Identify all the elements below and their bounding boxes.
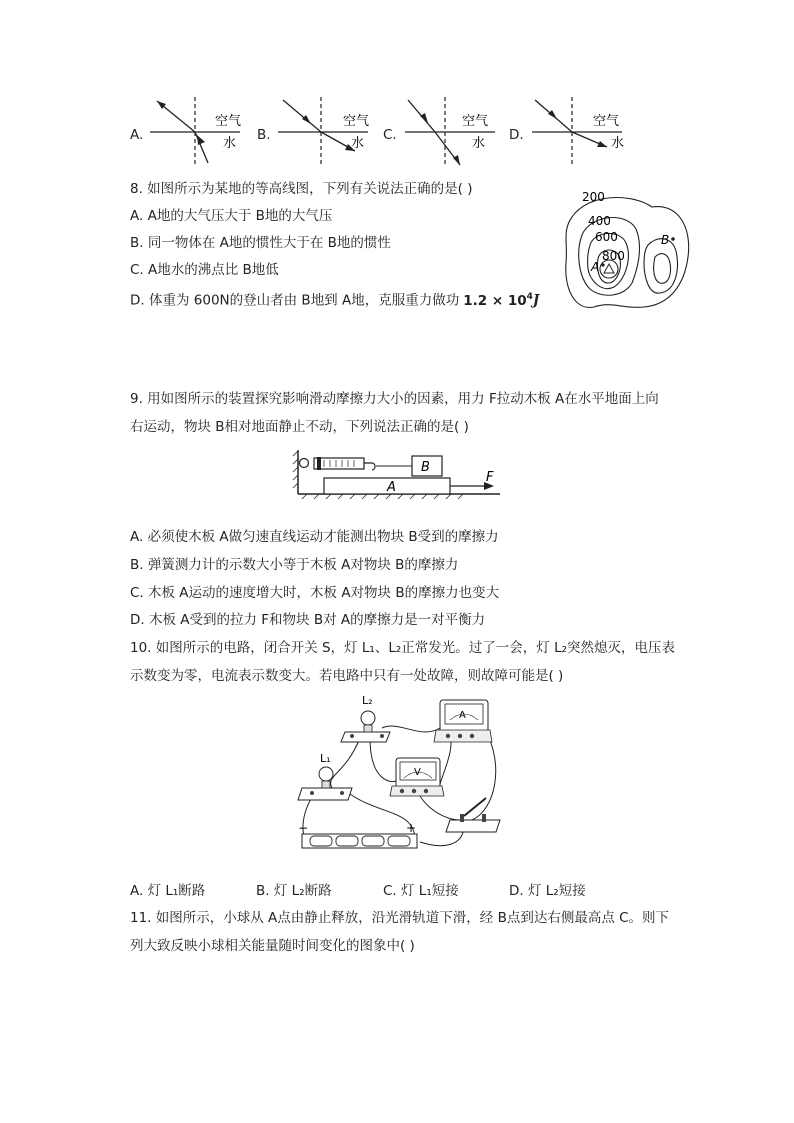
friction-apparatus-figure bbox=[290, 448, 505, 503]
q10-option-b: B. 灯 L₂断路 bbox=[256, 883, 332, 899]
svg-text:空气: 空气 bbox=[215, 114, 242, 129]
svg-text:−: − bbox=[298, 821, 309, 835]
q9-option-d: D. 木板 A受到的拉力 F和物块 B对 A的摩擦力是一对平衡力 bbox=[130, 612, 486, 628]
q7-option-c-letter: C. bbox=[383, 127, 397, 143]
contour-label-800: 800 bbox=[602, 249, 625, 263]
q9-option-b: B. 弹簧测力计的示数大小等于木板 A对物块 B的摩擦力 bbox=[130, 557, 459, 573]
svg-text:水: 水 bbox=[611, 136, 625, 151]
q10-option-d: D. 灯 L₂短接 bbox=[509, 883, 586, 899]
q7-option-a-letter: A. bbox=[130, 127, 144, 143]
q7-option-d-letter: D. bbox=[509, 127, 524, 143]
svg-text:L₂: L₂ bbox=[362, 694, 373, 707]
svg-text:水: 水 bbox=[472, 136, 486, 151]
q7-option-b-diagram bbox=[273, 95, 383, 170]
svg-text:F: F bbox=[486, 470, 494, 485]
svg-text:空气: 空气 bbox=[462, 114, 489, 129]
svg-text:水: 水 bbox=[351, 136, 365, 151]
q11-stem-line1: 11. 如图所示，小球从 A点由静止释放，沿光滑轨道下滑，经 B点到达右侧最高点 C。则下 bbox=[130, 910, 670, 926]
svg-text:V: V bbox=[414, 767, 421, 778]
point-a-label: A bbox=[591, 260, 600, 274]
q10-stem-line2: 示数变为零，电流表示数变大。若电路中只有一处故障，则故障可能是( ) bbox=[130, 668, 564, 684]
contour-label-200: 200 bbox=[582, 190, 605, 204]
q10-option-c: C. 灯 L₁短接 bbox=[383, 883, 459, 899]
q7-option-d-diagram bbox=[527, 95, 637, 170]
q9-option-c: C. 木板 A运动的速度增大时，木板 A对物块 B的摩擦力也变大 bbox=[130, 585, 500, 601]
q7-option-b-letter: B. bbox=[257, 127, 271, 143]
q7-option-c-diagram bbox=[400, 95, 510, 170]
svg-text:A: A bbox=[387, 480, 396, 495]
q8-option-b: B. 同一物体在 A地的惯性大于在 B地的惯性 bbox=[130, 235, 391, 251]
contour-map-figure bbox=[560, 185, 695, 320]
svg-text:L₁: L₁ bbox=[320, 752, 331, 765]
circuit-figure bbox=[290, 690, 510, 860]
q11-stem-line2: 列大致反映小球相关能量随时间变化的图象中( ) bbox=[130, 938, 415, 954]
q7-option-a-diagram bbox=[145, 95, 255, 170]
svg-text:A: A bbox=[459, 710, 466, 721]
q8-option-c: C. A地水的沸点比 B地低 bbox=[130, 262, 279, 278]
svg-text:水: 水 bbox=[223, 136, 237, 151]
svg-text:B: B bbox=[421, 460, 430, 475]
q8-stem: 8. 如图所示为某地的等高线图，下列有关说法正确的是( ) bbox=[130, 181, 473, 197]
svg-text:空气: 空气 bbox=[593, 114, 620, 129]
contour-label-600: 600 bbox=[595, 230, 618, 244]
q10-option-a: A. 灯 L₁断路 bbox=[130, 883, 206, 899]
contour-label-400: 400 bbox=[588, 214, 611, 228]
q8-option-a: A. A地的大气压大于 B地的大气压 bbox=[130, 208, 333, 224]
point-b-label: B bbox=[661, 233, 670, 247]
q8-option-d: D. 体重为 600N的登山者由 B地到 A地，克服重力做功 $1.2 \times 10^4J$ bbox=[130, 292, 540, 309]
q10-stem-line1: 10. 如图所示的电路，闭合开关 S，灯 L₁、L₂正常发光。过了一会，灯 L₂突然熄灭，电压表 bbox=[130, 640, 676, 656]
q9-option-a: A. 必须使木板 A做匀速直线运动才能测出物块 B受到的摩擦力 bbox=[130, 529, 499, 545]
svg-text:空气: 空气 bbox=[343, 114, 370, 129]
q9-stem-line1: 9. 用如图所示的装置探究影响滑动摩擦力大小的因素，用力 F拉动木板 A在水平地面上向 bbox=[130, 391, 659, 407]
svg-text:+: + bbox=[406, 821, 417, 835]
q9-stem-line2: 右运动，物块 B相对地面静止不动，下列说法正确的是( ) bbox=[130, 419, 469, 435]
